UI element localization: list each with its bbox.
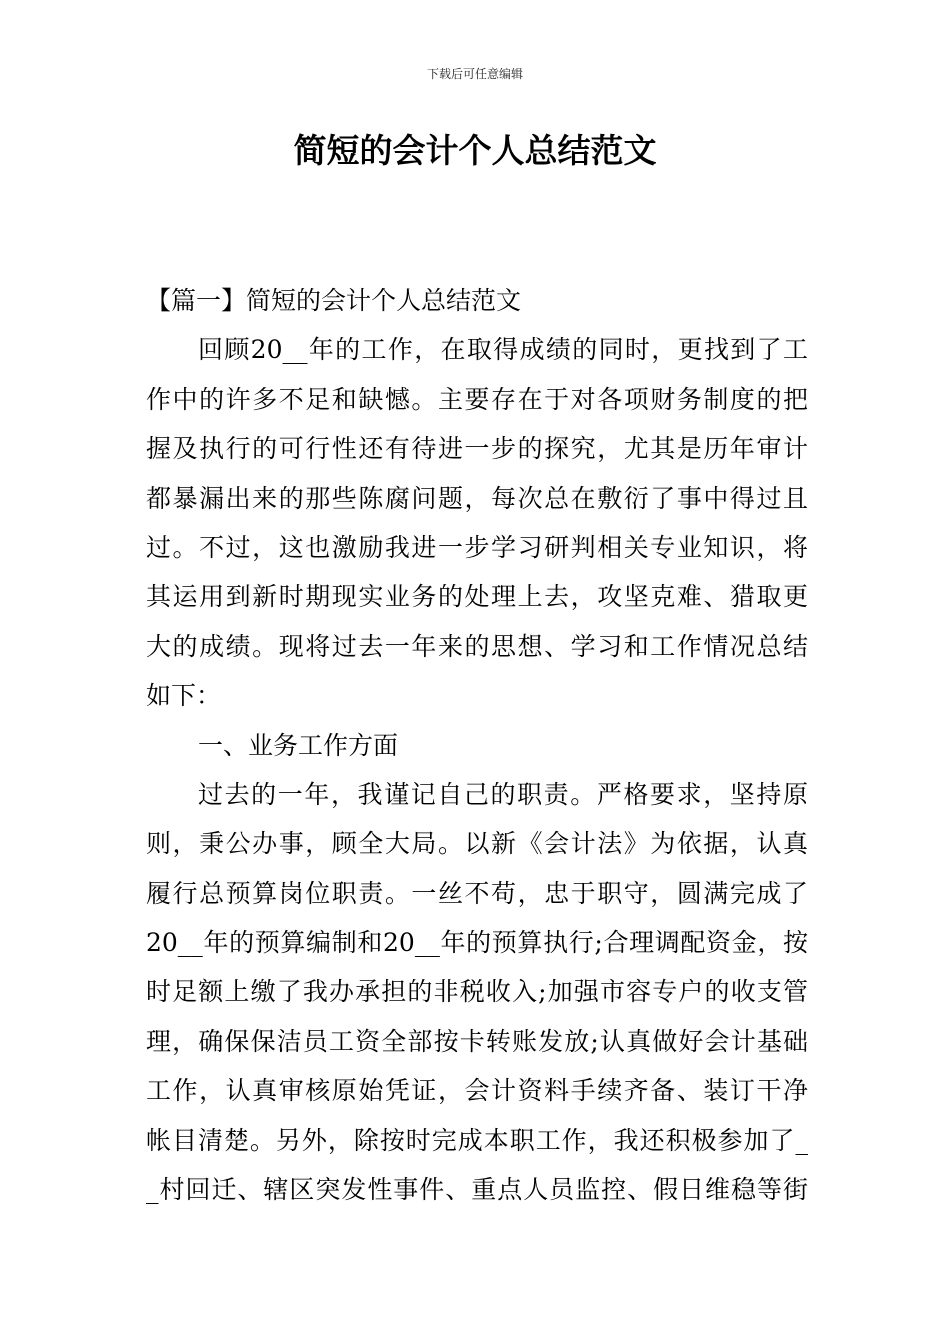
paragraph-line: _村回迁、辖区突发性事件、重点人员监控、假日维稳等街: [146, 1175, 808, 1205]
paragraph-line: 作中的许多不足和缺憾。主要存在于对各项财务制度的把: [146, 384, 808, 414]
paragraph-line: 都暴漏出来的那些陈腐问题，每次总在敷衍了事中得过且: [146, 483, 808, 513]
paragraph-line: 时足额上缴了我办承担的非税收入;加强市容专户的收支管: [146, 977, 808, 1007]
paragraph-line: 过。不过，这也激励我进一步学习研判相关专业知识，将: [146, 532, 808, 562]
header-note: 下载后可任意编辑: [426, 67, 523, 81]
subsection-heading: 一、业务工作方面: [198, 730, 399, 760]
paragraph-line: 握及执行的可行性还有待进一步的探究，尤其是历年审计: [146, 434, 808, 464]
paragraph-line: 帐目清楚。另外，除按时完成本职工作，我还积极参加了_: [146, 1125, 808, 1155]
document-body: [146, 276, 808, 1214]
paragraph-line: 大的成绩。现将过去一年来的思想、学习和工作情况总结: [146, 631, 808, 661]
paragraph-line: 其运用到新时期现实业务的处理上去，攻坚克难、猎取更: [146, 582, 808, 612]
paragraph-line: 则，秉公办事，顾全大局。以新《会计法》为依据，认真: [146, 829, 808, 859]
paragraph-line: 如下：: [146, 681, 222, 711]
paragraph-line: 履行总预算岗位职责。一丝不苟，忠于职守，圆满完成了: [146, 878, 808, 908]
paragraph-line: 理，确保保洁员工资全部按卡转账发放;认真做好会计基础: [146, 1026, 808, 1056]
paragraph-line: 工作，认真审核原始凭证，会计资料手续齐备、装订干净: [146, 1076, 808, 1106]
paragraph-line: 20__年的预算编制和20__年的预算执行;合理调配资金，按: [146, 928, 808, 958]
paragraph-line: 回顾20__年的工作，在取得成绩的同时，更找到了工: [198, 335, 808, 365]
document-title: 简短的会计个人总结范文: [293, 131, 657, 170]
paragraph-line: 过去的一年，我谨记自己的职责。严格要求，坚持原: [198, 779, 808, 809]
section-heading: 【篇一】简短的会计个人总结范文: [146, 286, 522, 315]
